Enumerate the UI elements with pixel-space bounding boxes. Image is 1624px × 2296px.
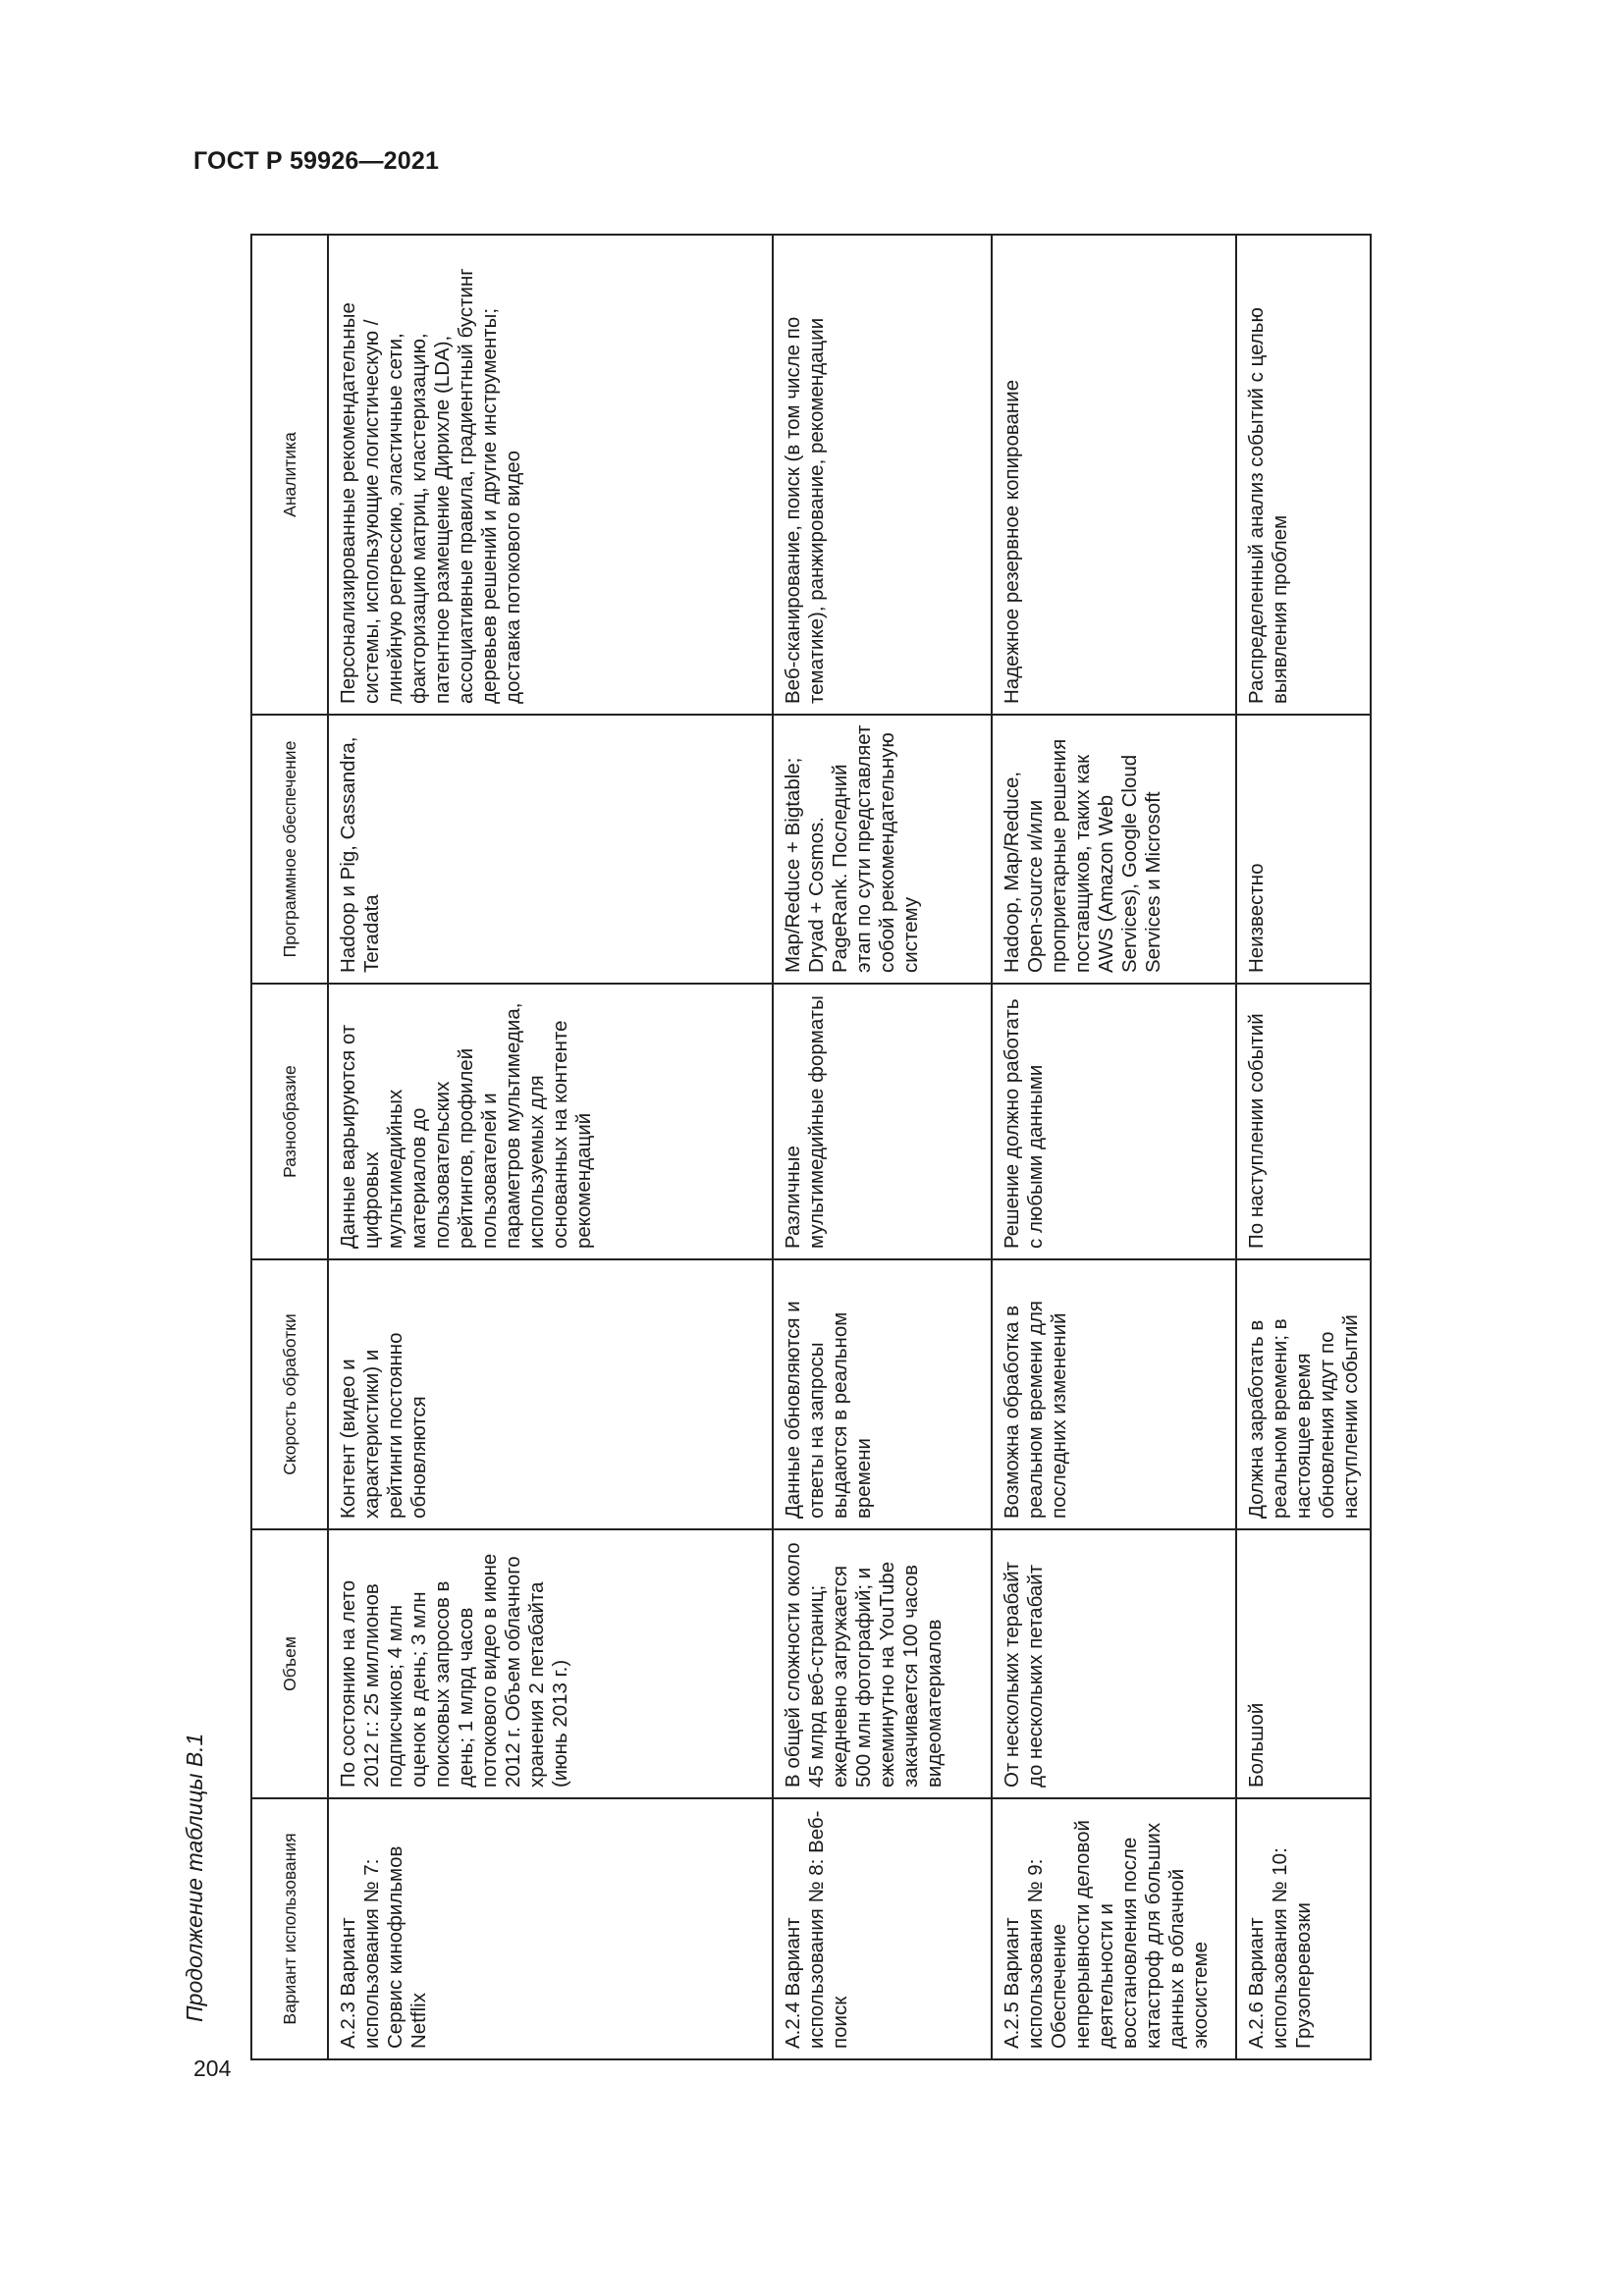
table-row bbox=[1236, 235, 1371, 2059]
cell-velocity: Должна заработать в реальном времени; в настоящее время обновления идут по наступлении событий bbox=[1236, 1259, 1371, 1529]
use-cases-table bbox=[250, 234, 1372, 2060]
cell-analytics: Персонализированные рекомендательные системы, использующие логистическую / линейную регрессию, эластичные сети, факторизацию матриц, кластеризацию, патентное размещение Дирихле (LDA), ассоциативные правила, градиентный бустинг деревьев решений и другие инструменты; доставка потокового видео bbox=[328, 235, 773, 715]
cell-analytics: Надежное резервное копирование bbox=[992, 235, 1236, 715]
cell-velocity: Данные обновляются и ответы на запросы выдаются в реальном времени bbox=[773, 1259, 992, 1529]
cell-variety: По наступлении событий bbox=[1236, 984, 1371, 1259]
document-title: ГОСТ Р 59926—2021 bbox=[193, 147, 440, 175]
header-variety: Разнообразие bbox=[251, 984, 328, 1259]
header-use-case: Вариант использования bbox=[251, 1798, 328, 2059]
cell-variety: Решение должно работать с любыми данными bbox=[992, 984, 1236, 1259]
header-velocity: Скорость обработки bbox=[251, 1259, 328, 1529]
cell-use-case: А.2.5 Вариант использования № 9: Обеспечение непрерывности деловой деятельности и восстановления после катастроф для больших данных в облачной экосистеме bbox=[992, 1798, 1236, 2059]
cell-volume: По состоянию на лето 2012 г.: 25 миллионов подписчиков; 4 млн оценок в день; 3 млн поисковых запросов в день; 1 млрд часов потокового видео в июне 2012 г. Объем облачного хранения 2 петабайта (июнь 2013 г.) bbox=[328, 1529, 773, 1798]
table-continuation-label: Продолжение таблицы В.1 bbox=[182, 1733, 207, 2022]
header-software: Программное обеспечение bbox=[251, 715, 328, 984]
cell-analytics: Веб-сканирование, поиск (в том числе по тематике), ранжирование, рекомендации bbox=[773, 235, 992, 715]
cell-software: Неизвестно bbox=[1236, 715, 1371, 984]
cell-software: Map/Reduce + Bigtable; Dryad + Cosmos. PageRank. Последний этап по сути представляет собой рекомендательную систему bbox=[773, 715, 992, 984]
cell-volume: Большой bbox=[1236, 1529, 1371, 1798]
page-number: 204 bbox=[193, 2056, 232, 2081]
table-row bbox=[773, 235, 992, 2059]
cell-volume: В общей сложности около 45 млрд веб-страниц; ежедневно загружается 500 млн фотографий; и ежеминутно на YouTube закачивается 100 часов видеоматериалов bbox=[773, 1529, 992, 1798]
cell-use-case: А.2.4 Вариант использования № 8: Веб-поиск bbox=[773, 1798, 992, 2059]
cell-velocity: Возможна обработка в реальном времени для последних изменений bbox=[992, 1259, 1236, 1529]
table-row bbox=[328, 235, 773, 2059]
table-header-row bbox=[251, 235, 328, 2059]
table-row bbox=[992, 235, 1236, 2059]
cell-use-case: А.2.6 Вариант использования № 10: Грузоперевозки bbox=[1236, 1798, 1371, 2059]
header-analytics: Аналитика bbox=[251, 235, 328, 715]
cell-variety: Различные мультимедийные форматы bbox=[773, 984, 992, 1259]
cell-software: Hadoop и Pig, Cassandra, Teradata bbox=[328, 715, 773, 984]
rotated-table-container bbox=[250, 236, 1370, 2060]
cell-use-case: А.2.3 Вариант использования № 7: Сервис кинофильмов Netflix bbox=[328, 1798, 773, 2059]
header-volume: Объем bbox=[251, 1529, 328, 1798]
cell-volume: От нескольких терабайт до нескольких петабайт bbox=[992, 1529, 1236, 1798]
cell-velocity: Контент (видео и характеристики) и рейтинги постоянно обновляются bbox=[328, 1259, 773, 1529]
cell-software: Hadoop, Map/Reduce, Open-source и/или проприетарные решения поставщиков, таких как AWS (Amazon Web Services), Google Cloud Services и Microsoft bbox=[992, 715, 1236, 984]
cell-analytics: Распределенный анализ событий с целью выявления проблем bbox=[1236, 235, 1371, 715]
cell-variety: Данные варьируются от цифровых мультимедийных материалов до пользовательских рейтингов, профилей пользователей и параметров мультимедиа, используемых для основанных на контенте рекомендаций bbox=[328, 984, 773, 1259]
